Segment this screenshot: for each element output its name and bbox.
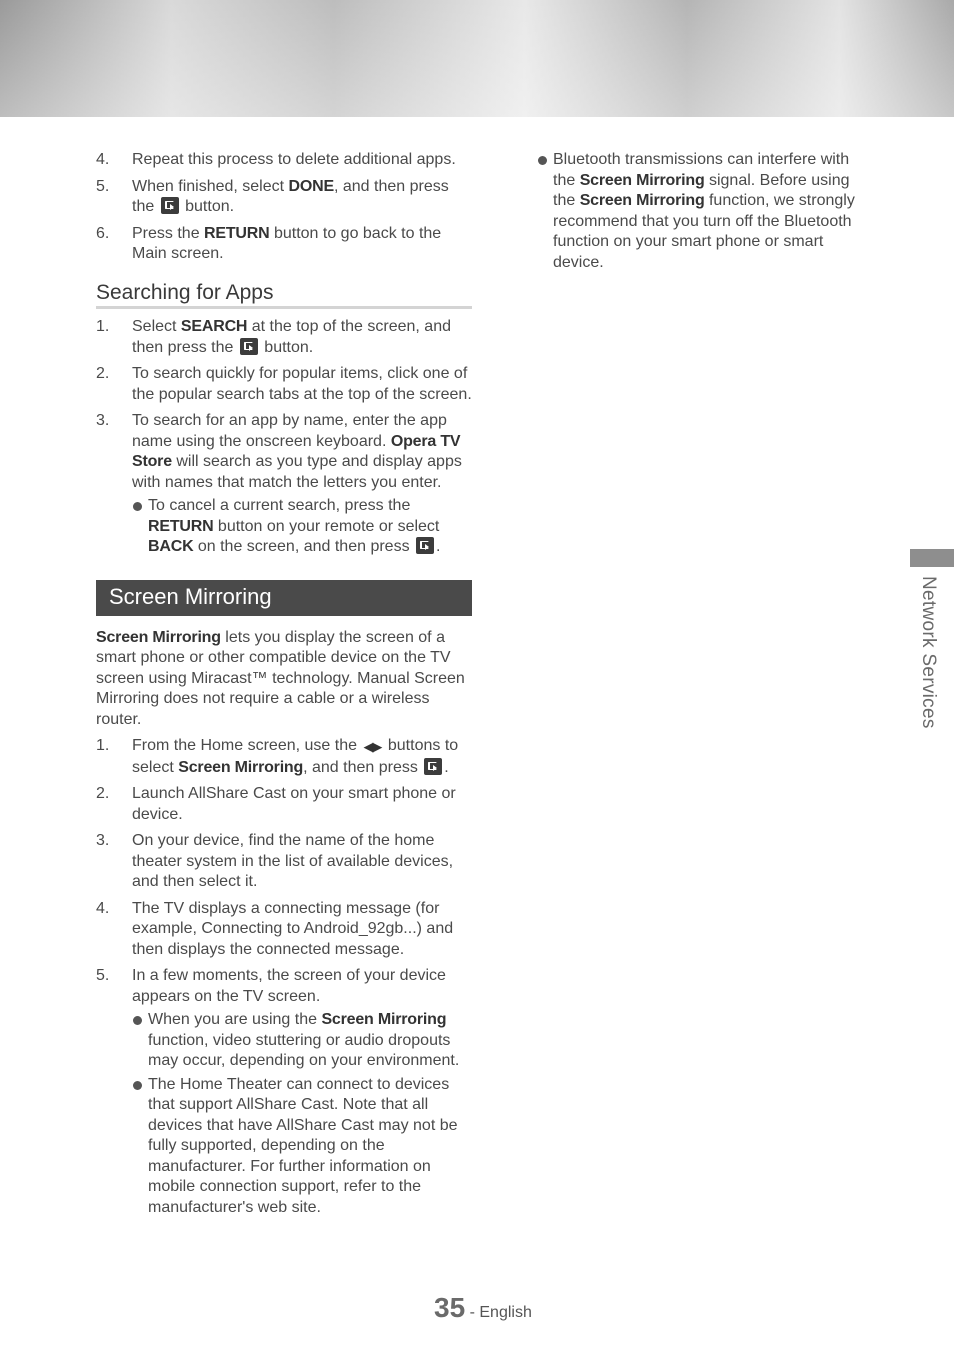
section-heading-searching-for-apps: Searching for Apps [96,283,472,310]
numbered-step [96,736,472,778]
text-run: on the screen, and then press [193,538,415,555]
text-run: The Home Theater can connect to devices that support AllShare Cast. Note that all devices that have AllShare Cast may not be fully supported, depending on the manufacturer. For further information on mobile connection support, refer to the manufacturer's web site. [148,1075,458,1216]
mirroring-intro [96,628,472,731]
step-text [132,966,472,1007]
text-run: button on your remote or select [213,517,440,535]
footer-language: English [479,1304,532,1321]
section-banner-screen-mirroring: Screen Mirroring [96,580,472,616]
text-run: Bluetooth transmissions can interfere with the [553,151,850,189]
page-footer [434,1292,532,1326]
bullet-item [132,1010,472,1072]
highlight-term: RETURN [204,224,270,242]
step-text [132,317,472,358]
text-run: . [444,758,449,776]
mirroring-list [96,736,472,1218]
text-run: Launch AllShare Cast on your smart phone or device. [132,785,456,823]
text-run: buttons to select [132,737,459,776]
text-run: In a few moments, the screen of your device appears on the TV screen. [132,967,446,1005]
step-number: 6. [96,224,110,242]
header-band [0,0,954,117]
highlight-term: RETURN [148,517,214,535]
highlight-term: Opera TV Store [132,432,461,470]
numbered-step [96,831,472,893]
right-column [537,150,867,276]
text-run: To cancel a current search, press the [148,497,411,514]
highlight-term: Screen Mirroring [321,1011,447,1028]
text-run: From the Home screen, use the [132,737,362,754]
step-text [132,831,472,893]
step-number: 1. [96,737,110,754]
bullet-item [537,150,867,273]
text-run: signal. Before using the [553,171,850,209]
step-text [132,177,472,218]
numbered-step [96,317,472,358]
numbered-step [96,224,472,265]
step-text [132,150,472,171]
step-text [132,364,472,405]
highlight-term: BACK [148,538,194,555]
text-run: button to go back to the Main screen. [132,224,442,262]
text-run: at the top of the screen, and then press the [132,318,451,356]
text-run: On your device, find the name of the home theater system in the list of available devices, and then select it. [132,832,454,890]
bullet-dot-icon [133,1081,142,1090]
text-run: function, video stuttering or audio dropouts may occur, depending on your environment. [148,1031,460,1069]
bullet-dot-icon [133,1016,142,1025]
text-run: will search as you type and display apps with names that match the letters you enter. [132,453,462,491]
step-number: 2. [96,785,110,802]
side-tab [910,549,954,567]
enter-button-icon [240,338,258,355]
search-list [96,317,472,558]
enter-button-icon [424,758,442,775]
page-number: 35 [434,1292,466,1323]
step-text [132,784,472,825]
right-bullets [537,150,867,273]
numbered-step [96,177,472,218]
highlight-term: Screen Mirroring [579,171,705,189]
bullet-dot-icon [538,156,547,165]
step-text [132,899,472,961]
step-number: 1. [96,318,110,335]
text-run: . [436,538,441,555]
text-run: , and then press [303,758,423,776]
side-tab-label: Network Services [918,576,939,729]
numbered-step [96,364,472,405]
text-run: Press the [132,224,205,242]
numbered-step [96,966,472,1218]
bullet-item [132,1075,472,1219]
text-run: button. [180,198,235,215]
bullet-dot-icon [133,502,142,511]
left-right-arrows-icon: ◀▶ [363,739,382,754]
text-run: lets you display the screen of a smart phone or other compatible device on the TV screen using Miracast™ technology. Manual Screen Mirroring does not require a cable or a wireless router. [96,628,465,728]
step-number: 4. [96,151,110,168]
step-number: 5. [96,177,110,195]
step-text [132,411,472,493]
highlight-term: Screen Mirroring [579,192,705,209]
step-number: 3. [96,832,110,849]
top-list [96,150,472,265]
text-run: function, we strongly recommend that you turn off the Bluetooth function on your smart phone or smart device. [553,192,855,271]
step-text [132,224,472,265]
step-text [132,736,472,778]
bullet-item [132,496,472,558]
step-number: 5. [96,967,110,984]
highlight-term: Screen Mirroring [178,758,304,776]
sub-bullets [132,496,472,558]
numbered-step [96,899,472,961]
text-run: Repeat this process to delete additional apps. [132,151,456,168]
highlight-term: DONE [288,177,334,195]
text-run: To search for an app by name, enter the app name using the onscreen keyboard. [132,412,447,450]
highlight-term: SEARCH [180,318,248,335]
text-run: , and then press the [132,177,449,215]
numbered-step [96,150,472,171]
step-number: 4. [96,899,110,917]
sub-bullets [132,1010,472,1218]
numbered-step [96,784,472,825]
highlight-term: Screen Mirroring [96,628,221,646]
step-number: 2. [96,365,110,382]
text-run: button. [259,338,314,356]
text-run: The TV displays a connecting message (for example, Connecting to Android_92gb...) and then displays the connected message. [132,899,454,958]
numbered-step [96,411,472,558]
left-column [96,150,472,1224]
text-run: Select [132,318,181,335]
enter-button-icon [416,537,434,554]
footer-separator: - [465,1304,480,1321]
text-run: When you are using the [148,1011,322,1028]
text-run: To search quickly for popular items, click one of the popular search tabs at the top of the screen. [132,365,472,403]
step-number: 3. [96,412,110,429]
enter-button-icon [161,197,179,214]
text-run: When finished, select [132,177,289,195]
